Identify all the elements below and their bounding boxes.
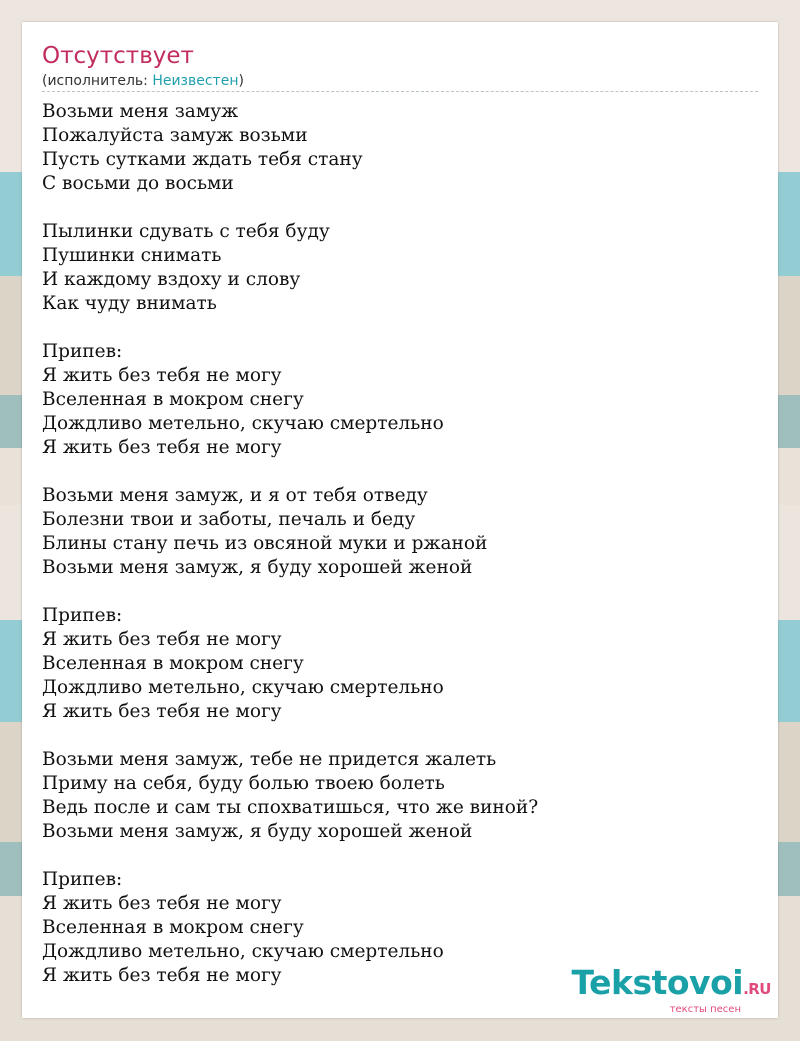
site-logo[interactable]	[572, 965, 771, 1016]
lyric-line: Пожалуйста замуж возьми	[42, 125, 308, 146]
lyrics-stanza	[42, 100, 538, 196]
lyric-line: Я жить без тебя не могу	[42, 701, 282, 722]
lyric-line: Возьми меня замуж, тебе не придется жалеть	[42, 749, 497, 770]
lyric-line: Я жить без тебя не могу	[42, 365, 282, 386]
lyrics-stanza	[42, 748, 538, 844]
artist-suffix: )	[238, 73, 244, 89]
lyric-line: Ведь после и сам ты спохватишься, что же виной?	[42, 797, 539, 818]
artist-line	[42, 72, 758, 90]
logo-name: Tekstovoi	[571, 963, 744, 1002]
lyric-line: Я жить без тебя не могу	[42, 965, 282, 986]
lyric-line: Пушинки снимать	[42, 245, 222, 266]
lyric-line: Припев:	[42, 341, 123, 362]
lyrics-stanza	[42, 604, 538, 724]
lyric-line: Блины стану печь из овсяной муки и ржаной	[42, 533, 488, 554]
lyric-line: Припев:	[42, 869, 123, 890]
lyric-line: Пылинки сдувать с тебя буду	[42, 221, 330, 242]
lyric-line: Как чуду внимать	[42, 293, 217, 314]
lyric-line: Дождливо метельно, скучаю смертельно	[42, 677, 444, 698]
lyric-line: Возьми меня замуж, я буду хорошей женой	[42, 557, 473, 578]
lyric-line: Вселенная в мокром снегу	[42, 389, 304, 410]
logo-tagline: тексты песен	[669, 1004, 741, 1015]
lyrics-text	[42, 100, 538, 1012]
lyric-line: Вселенная в мокром снегу	[42, 917, 304, 938]
lyric-line: Припев:	[42, 605, 123, 626]
lyric-line: С восьми до восьми	[42, 173, 234, 194]
lyric-line: Я жить без тебя не могу	[42, 629, 282, 650]
logo-tld: .RU	[743, 980, 771, 998]
lyric-line: Дождливо метельно, скучаю смертельно	[42, 413, 444, 434]
lyrics-stanza	[42, 868, 538, 988]
lyric-line: Приму на себя, буду болью твоею болеть	[42, 773, 445, 794]
lyric-line: Дождливо метельно, скучаю смертельно	[42, 941, 444, 962]
lyrics-card	[22, 22, 778, 1018]
song-title: Отсутствует	[42, 43, 194, 69]
lyric-line: Возьми меня замуж, и я от тебя отведу	[42, 485, 428, 506]
lyrics-stanza	[42, 484, 538, 580]
lyric-line: И каждому вздоху и слову	[42, 269, 301, 290]
lyric-line: Я жить без тебя не могу	[42, 893, 282, 914]
artist-prefix: (исполнитель:	[42, 73, 153, 89]
song-header	[42, 40, 758, 92]
lyric-line: Я жить без тебя не могу	[42, 437, 282, 458]
lyric-line: Пусть сутками ждать тебя стану	[42, 149, 363, 170]
lyric-line: Возьми меня замуж, я буду хорошей женой	[42, 821, 473, 842]
artist-link[interactable]: Неизвестен	[152, 73, 239, 89]
lyrics-stanza	[42, 340, 538, 460]
lyric-line: Вселенная в мокром снегу	[42, 653, 304, 674]
lyric-line: Возьми меня замуж	[42, 101, 239, 122]
lyric-line: Болезни твои и заботы, печаль и беду	[42, 509, 416, 530]
lyrics-stanza	[42, 220, 538, 316]
